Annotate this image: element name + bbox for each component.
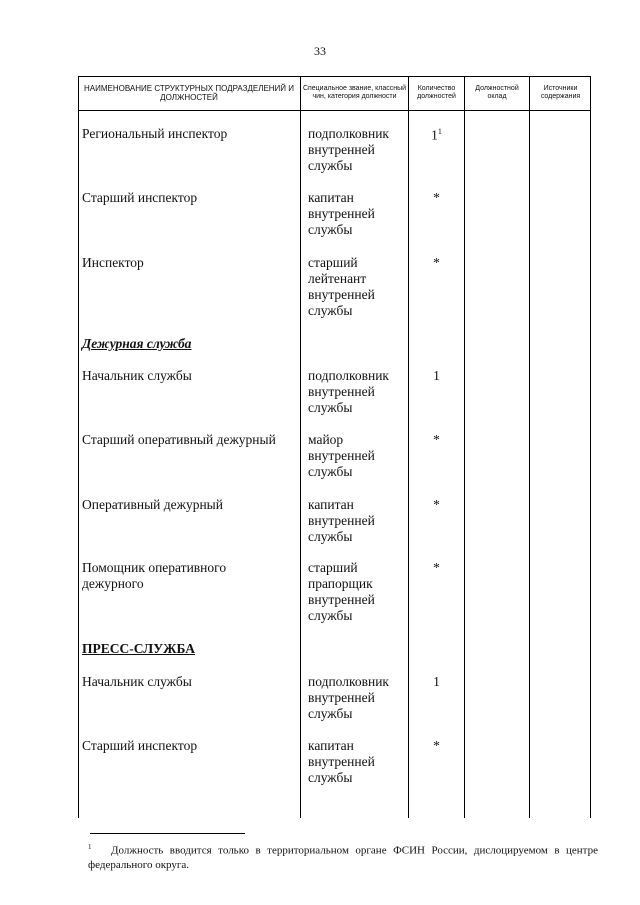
rank-line: внутренней bbox=[308, 448, 375, 463]
header-name-column: НАИМЕНОВАНИЕ СТРУКТУРНЫХ ПОДРАЗДЕЛЕНИЙ И ДОЛЖНОСТЕЙ bbox=[83, 83, 295, 102]
position-count: * bbox=[433, 497, 440, 512]
rank-line: прапорщик bbox=[308, 576, 373, 591]
rank-line: старший bbox=[308, 560, 358, 575]
footnote-marker: 1 bbox=[88, 843, 92, 851]
position-rank bbox=[308, 674, 404, 722]
rank-line: внутренней bbox=[308, 142, 375, 157]
position-count: * bbox=[433, 560, 440, 575]
position-name: Старший оперативный дежурный bbox=[82, 432, 276, 447]
position-name: Начальник службы bbox=[82, 368, 192, 383]
header-salary-column: Должностной оклад bbox=[475, 84, 519, 100]
header-funding-column: Источники содержания bbox=[540, 84, 581, 100]
rank-line: старший bbox=[308, 255, 358, 270]
rank-line: службы bbox=[308, 464, 353, 479]
rank-line: лейтенант bbox=[308, 271, 367, 286]
position-name: Региональный инспектор bbox=[82, 126, 228, 141]
position-name: Старший инспектор bbox=[82, 190, 198, 205]
footnote-reference: 1 bbox=[437, 127, 442, 136]
rank-line: подполковник bbox=[308, 368, 389, 383]
page-number: 33 bbox=[314, 44, 326, 58]
table-top-rule bbox=[78, 76, 591, 77]
rank-line: службы bbox=[308, 400, 353, 415]
column-rule bbox=[300, 76, 301, 818]
name-line: Помощник оперативного bbox=[82, 560, 227, 575]
position-name: Старший инспектор bbox=[82, 738, 198, 753]
position-rank bbox=[308, 368, 404, 416]
rank-line: службы bbox=[308, 706, 353, 721]
position-count bbox=[409, 124, 464, 144]
position-count: * bbox=[433, 190, 440, 205]
rank-line: службы bbox=[308, 158, 353, 173]
header-rank-column: Специальное звание, классный чин, категория должности bbox=[302, 84, 407, 100]
name-line: дежурного bbox=[82, 576, 144, 591]
column-rule bbox=[464, 76, 465, 818]
rank-line: майор bbox=[308, 432, 344, 447]
position-name: Оперативный дежурный bbox=[82, 497, 223, 512]
rank-line: капитан bbox=[308, 190, 354, 205]
count-value: 1 bbox=[431, 127, 438, 143]
footnote bbox=[88, 840, 598, 872]
rank-line: службы bbox=[308, 608, 353, 623]
rank-line: службы bbox=[308, 770, 353, 785]
position-rank bbox=[308, 560, 404, 624]
rank-line: внутренней bbox=[308, 592, 375, 607]
rank-line: подполковник bbox=[308, 674, 389, 689]
column-rule bbox=[529, 76, 530, 818]
position-rank bbox=[308, 255, 404, 319]
header-count-column: Количество должностей bbox=[417, 84, 456, 100]
rank-line: службы bbox=[308, 222, 353, 237]
footnote-text: Должность вводится только в территориальном органе ФСИН России, дислоцируемом в центре федерального округа. bbox=[88, 844, 598, 871]
footnote-separator bbox=[90, 833, 245, 834]
rank-line: внутренней bbox=[308, 206, 375, 221]
position-count: * bbox=[433, 432, 440, 447]
position-rank bbox=[308, 738, 404, 786]
rank-line: внутренней bbox=[308, 754, 375, 769]
staff-table bbox=[78, 76, 591, 818]
rank-line: службы bbox=[308, 529, 353, 544]
section-heading: Дежурная служба bbox=[82, 336, 192, 351]
position-rank bbox=[308, 190, 404, 238]
position-rank bbox=[308, 126, 404, 174]
rank-line: подполковник bbox=[308, 126, 389, 141]
position-rank bbox=[308, 432, 404, 480]
column-rule bbox=[78, 76, 79, 818]
position-name bbox=[82, 560, 294, 592]
position-rank bbox=[308, 497, 404, 545]
position-count: 1 bbox=[433, 674, 440, 689]
position-count: 1 bbox=[433, 368, 440, 383]
rank-line: капитан bbox=[308, 497, 354, 512]
position-count: * bbox=[433, 738, 440, 753]
rank-line: капитан bbox=[308, 738, 354, 753]
header-bottom-rule bbox=[78, 110, 591, 111]
section-heading: ПРЕСС-СЛУЖБА bbox=[82, 641, 195, 656]
rank-line: службы bbox=[308, 303, 353, 318]
column-rule bbox=[590, 76, 591, 818]
rank-line: внутренней bbox=[308, 690, 375, 705]
position-name: Начальник службы bbox=[82, 674, 192, 689]
rank-line: внутренней bbox=[308, 287, 375, 302]
rank-line: внутренней bbox=[308, 513, 375, 528]
position-name: Инспектор bbox=[82, 255, 144, 270]
rank-line: внутренней bbox=[308, 384, 375, 399]
position-count: * bbox=[433, 255, 440, 270]
